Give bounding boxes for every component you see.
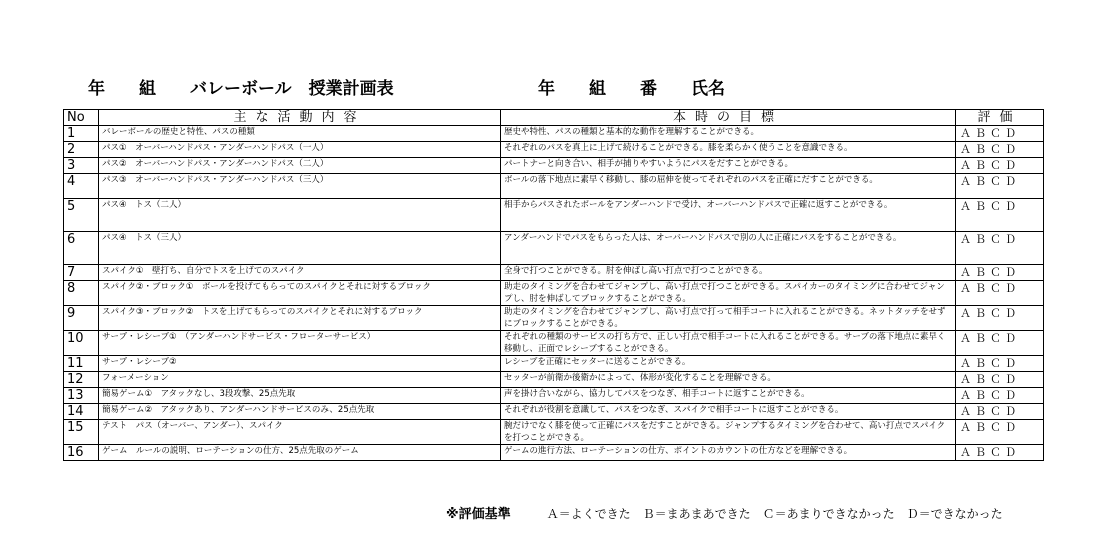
table-row [64,372,1044,388]
row-grade: ＡＢＣＤ [956,388,1044,404]
row-number: 6 [64,232,99,265]
row-activity: 簡易ゲーム① アタックなし、3段攻撃、25点先取 [99,388,501,404]
table-row [64,265,1044,281]
row-activity: パス④ トス（三人） [99,232,501,265]
row-grade: ＡＢＣＤ [956,372,1044,388]
header-goal: 本時の目標 [501,110,956,126]
table-row [64,174,1044,199]
row-number: 10 [64,331,99,356]
row-grade: ＡＢＣＤ [956,306,1044,331]
row-number: 4 [64,174,99,199]
row-number: 8 [64,281,99,306]
row-number: 16 [64,445,99,461]
row-number: 9 [64,306,99,331]
row-activity: フォーメーション [99,372,501,388]
row-grade: ＡＢＣＤ [956,126,1044,142]
table-row [64,420,1044,445]
row-grade: ＡＢＣＤ [956,265,1044,281]
table-row [64,445,1044,461]
row-grade: ＡＢＣＤ [956,356,1044,372]
header-grade: 評価 [956,110,1044,126]
row-activity: サーブ・レシーブ② [99,356,501,372]
row-goal: セッターが前衛か後衛かによって、体形が変化することを理解できる。 [501,372,956,388]
table-row [64,126,1044,142]
header-activity: 主な活動内容 [99,110,501,126]
student-info-line: 年 組 番 氏名 [538,79,725,99]
row-activity: 簡易ゲーム② アタックあり、アンダーハンドサービスのみ、25点先取 [99,404,501,420]
row-grade: ＡＢＣＤ [956,174,1044,199]
row-activity: バレーボールの歴史と特性、パスの種類 [99,126,501,142]
row-activity: スパイク③・ブロック② トスを上げてもらってのスパイクとそれに対するブロック [99,306,501,331]
row-grade: ＡＢＣＤ [956,232,1044,265]
table-row [64,404,1044,420]
row-number: 14 [64,404,99,420]
row-goal: ゲームの進行方法、ローテーションの仕方、ポイントのカウントの仕方などを理解できる。 [501,445,956,461]
row-number: 15 [64,420,99,445]
table-row [64,199,1044,232]
lesson-plan-table [63,109,1044,461]
table-header-row [64,110,1044,126]
table-row [64,142,1044,158]
table-row [64,331,1044,356]
row-goal: 歴史や特性、パスの種類と基本的な動作を理解することができる。 [501,126,956,142]
row-grade: ＡＢＣＤ [956,445,1044,461]
row-activity: ゲーム ルールの説明、ローテーションの仕方、25点先取のゲーム [99,445,501,461]
row-goal: 助走のタイミングを合わせてジャンプし、高い打点で打って相手コートに入れることができる。ネットタッチをせずにブロックすることができる。 [501,306,956,331]
table-row [64,356,1044,372]
row-number: 5 [64,199,99,232]
row-activity: パス② オーバーハンドパス・アンダーハンドパス（二人） [99,158,501,174]
row-activity: パス① オーバーハンドパス・アンダーハンドパス（一人） [99,142,501,158]
row-goal: アンダーハンドでパスをもらった人は、オーバーハンドパスで別の人に正確にパスをすることができる。 [501,232,956,265]
row-grade: ＡＢＣＤ [956,199,1044,232]
row-goal: それぞれが役割を意識して、パスをつなぎ、スパイクで相手コートに返すことができる。 [501,404,956,420]
row-grade: ＡＢＣＤ [956,281,1044,306]
row-grade: ＡＢＣＤ [956,142,1044,158]
row-goal: 全身で打つことができる。肘を伸ばし高い打点で打つことができる。 [501,265,956,281]
row-goal: それぞれのパスを真上に上げて続けることができる。膝を柔らかく使うことを意識できる。 [501,142,956,158]
row-goal: パートナーと向き合い、相手が捕りやすいようにパスをだすことができる。 [501,158,956,174]
row-goal: 腕だけでなく膝を使って正確にパスをだすことができる。ジャンプするタイミングを合わせて、高い打点でスパイクを打つことができる。 [501,420,956,445]
table-row [64,281,1044,306]
row-number: 11 [64,356,99,372]
row-goal: レシーブを正確にセッターに送ることができる。 [501,356,956,372]
row-goal: 相手からパスされたボールをアンダーハンドで受け、オーバーハンドパスで正確に返すことができる。 [501,199,956,232]
row-grade: ＡＢＣＤ [956,420,1044,445]
row-goal: それぞれの種類のサービスの打ち方で、正しい打点で相手コートに入れることができる。サーブの落下地点に素早く移動し、正面でレシーブすることができる。 [501,331,956,356]
row-activity: パス④ トス（二人） [99,199,501,232]
row-number: 12 [64,372,99,388]
table-row [64,306,1044,331]
row-grade: ＡＢＣＤ [956,404,1044,420]
table-body [64,126,1044,461]
grading-criteria-text: Ａ＝よくできた Ｂ＝まあまあできた Ｃ＝あまりできなかった Ｄ＝できなかった [546,507,1003,521]
grading-criteria-label: ※評価基準 [446,507,511,522]
row-number: 1 [64,126,99,142]
row-number: 13 [64,388,99,404]
row-goal: 声を掛け合いながら、協力してパスをつなぎ、相手コートに返すことができる。 [501,388,956,404]
table-row [64,388,1044,404]
row-grade: ＡＢＣＤ [956,158,1044,174]
table-row [64,232,1044,265]
row-goal: ボールの落下地点に素早く移動し、膝の屈伸を使ってそれぞれのパスを正確にだすことができる。 [501,174,956,199]
grading-criteria [446,503,1003,522]
header-no: No [64,110,99,126]
row-number: 3 [64,158,99,174]
table-row [64,158,1044,174]
row-grade: ＡＢＣＤ [956,331,1044,356]
row-number: 7 [64,265,99,281]
row-activity: スパイク②・ブロック① ボールを投げてもらってのスパイクとそれに対するブロック [99,281,501,306]
row-activity: サーブ・レシーブ① （アンダーハンドサービス・フローターサービス） [99,331,501,356]
row-number: 2 [64,142,99,158]
row-activity: スパイク① 壁打ち、自分でトスを上げてのスパイク [99,265,501,281]
row-activity: テスト パス（オーバー、アンダー）、スパイク [99,420,501,445]
row-activity: パス③ オーバーハンドパス・アンダーハンドパス（三人） [99,174,501,199]
page-title: 年 組 バレーボール 授業計画表 [88,79,394,99]
row-goal: 助走のタイミングを合わせてジャンプし、高い打点で打つことができる。スパイカーのタイミングに合わせてジャンプし、肘を伸ばしてブロックすることができる。 [501,281,956,306]
